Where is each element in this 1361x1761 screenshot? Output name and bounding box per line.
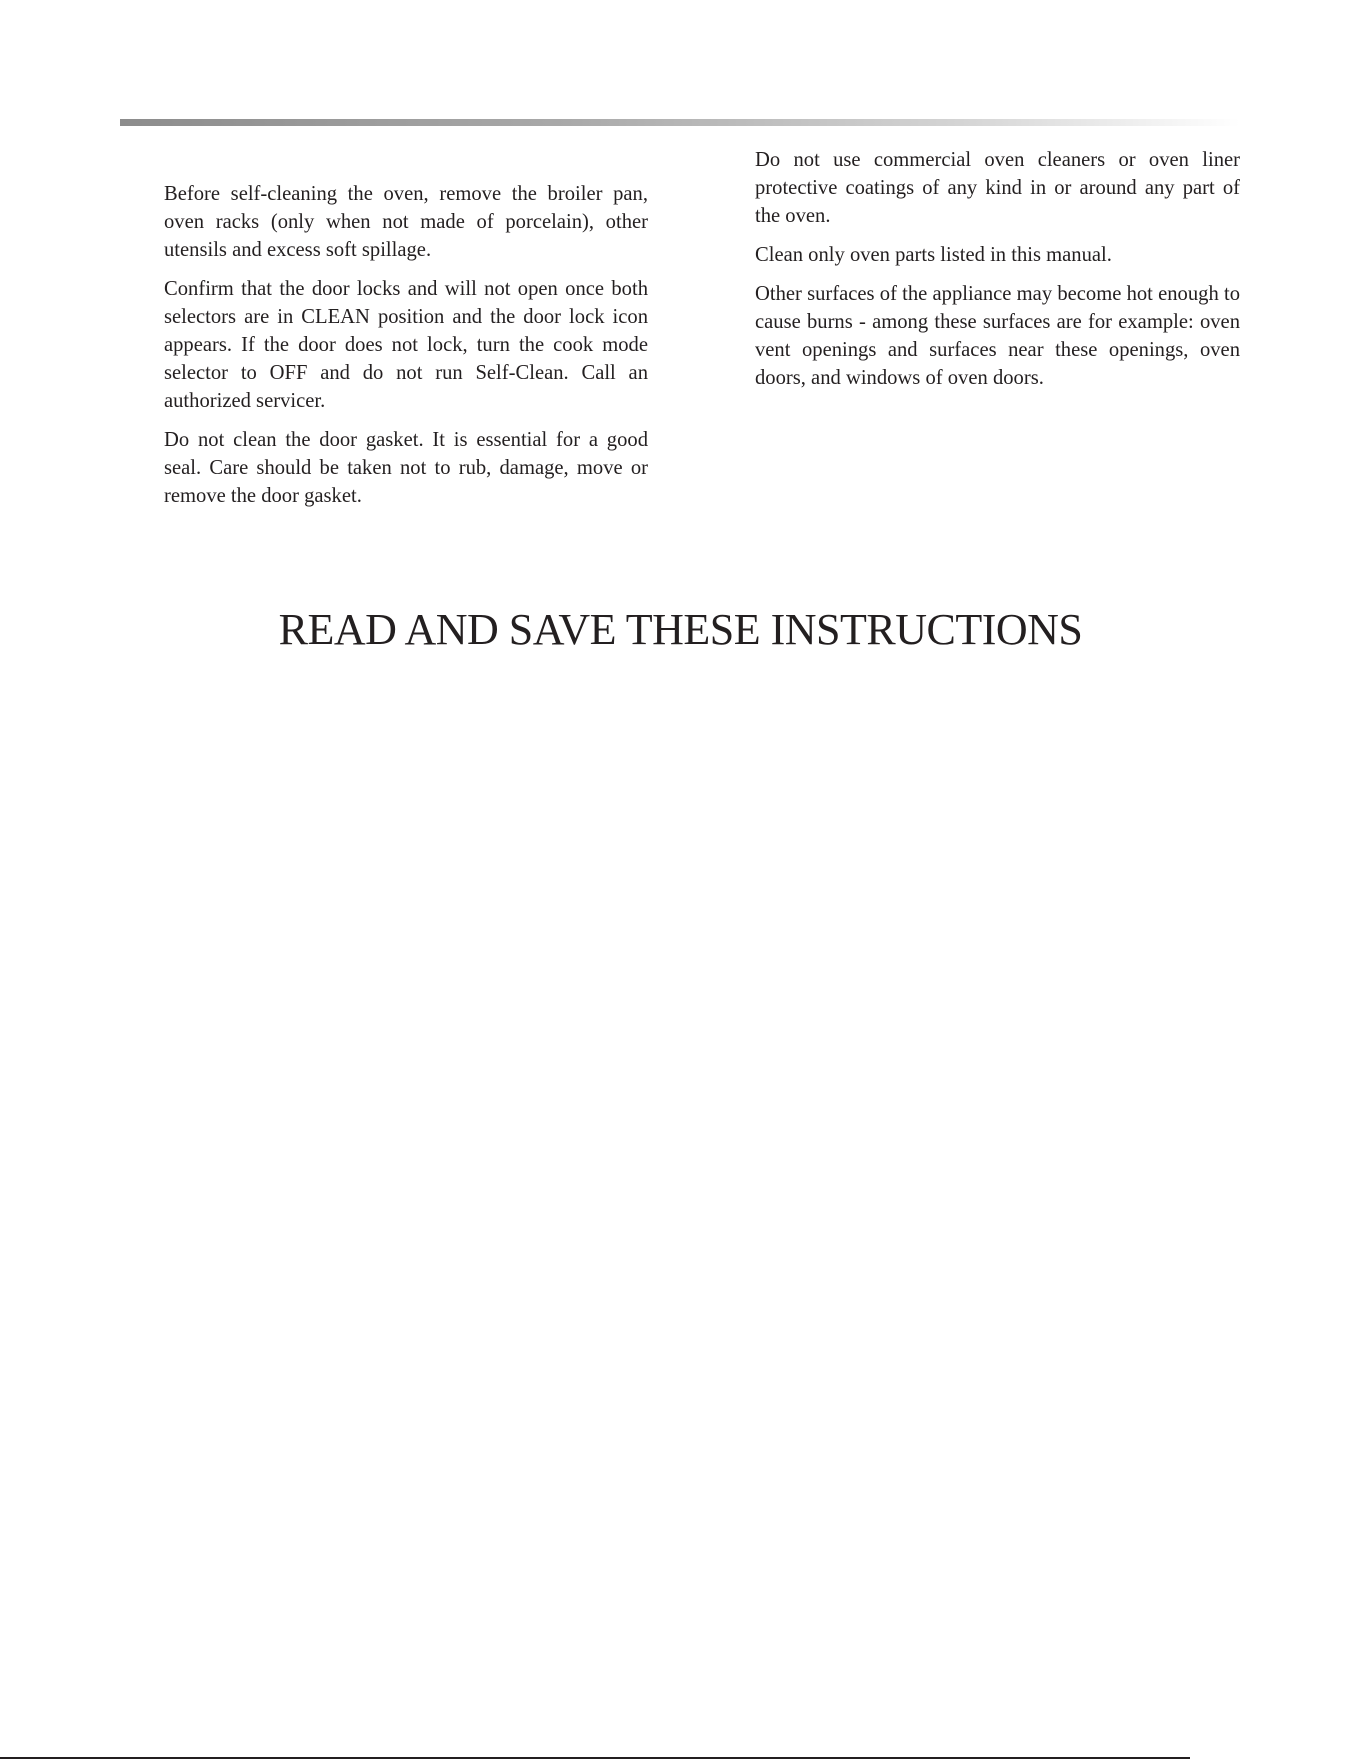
paragraph-confirm-door-lock: Confirm that the door locks and will not open once both selectors are in CLEAN position and the door lock icon appears. If the door does not lock, turn the cook mode selector to OFF and do not run Self-Clean. Call an authorized servicer. xyxy=(164,278,648,412)
paragraph-no-commercial-cleaners: Do not use commercial oven cleaners or oven liner protective coatings of any kind in or around any part of the oven. xyxy=(755,149,1240,227)
paragraph-remove-broiler-pan: Before self-cleaning the oven, remove the broiler pan, oven racks (only when not made of porcelain), other utensils and excess soft spillage. xyxy=(164,183,648,261)
left-column xyxy=(164,180,648,521)
paragraph-door-gasket: Do not clean the door gasket. It is essential for a good seal. Care should be taken not to rub, damage, move or remove the door gasket. xyxy=(164,429,648,507)
paragraph-hot-surfaces: Other surfaces of the appliance may become hot enough to cause burns - among these surfaces are for example: oven vent openings and surfaces near these openings, oven doors, and windows of oven doors. xyxy=(755,283,1240,389)
footer-rule xyxy=(0,1757,1190,1759)
page-heading: READ AND SAVE THESE INSTRUCTIONS xyxy=(278,605,1083,654)
right-column xyxy=(755,146,1240,403)
paragraph-clean-listed-parts: Clean only oven parts listed in this manual. xyxy=(755,244,1112,266)
header-rule xyxy=(120,119,1240,126)
